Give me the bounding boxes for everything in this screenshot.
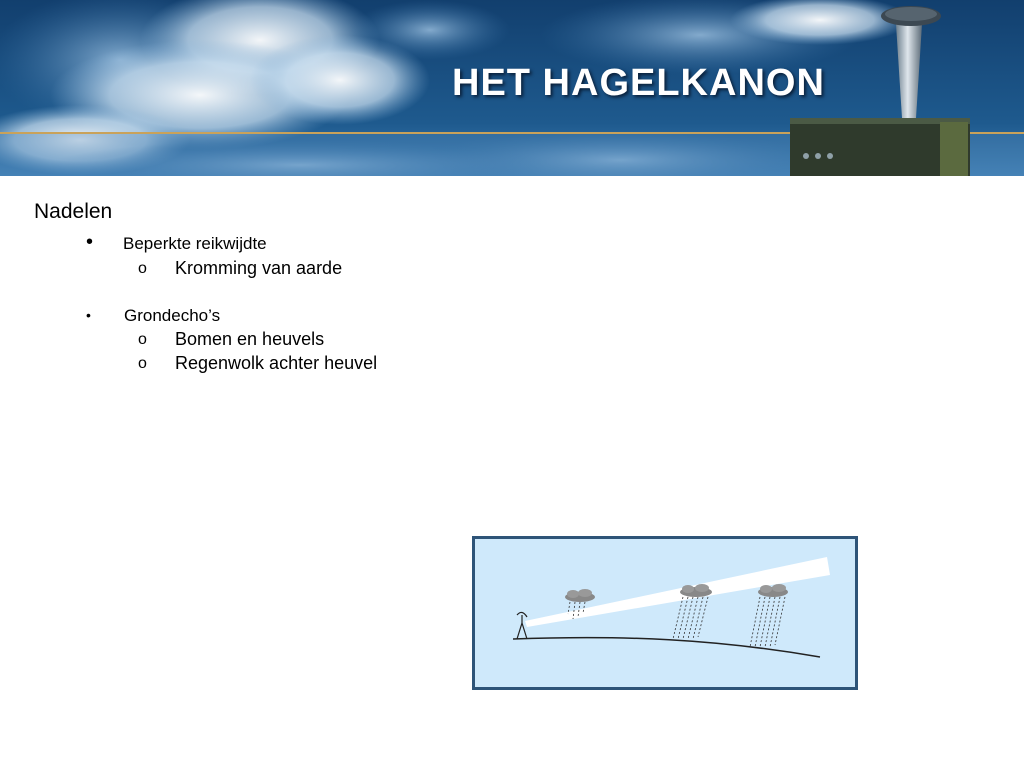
earth-curvature-line [513,638,820,657]
bullet-item [86,231,386,255]
sub-bullet-mark: o [138,331,147,348]
bullet-label: Grondecho’s [124,306,221,325]
bullet-item [86,305,386,329]
sub-item-label: Regenwolk achter heuvel [175,353,378,373]
sub-item [138,353,438,377]
rain-cloud-icon [750,584,788,647]
radar-beam-diagram [472,536,858,690]
sub-item-label: Bomen en heuvels [175,329,325,349]
radar-illustration [475,539,855,687]
bullet-label: Beperkte reikwijdte [123,234,267,253]
sub-item-label: Kromming van aarde [175,258,343,278]
radar-antenna-icon [517,612,527,639]
bullet-dot: • [86,307,91,323]
slide-title: HET HAGELKANON [452,62,825,104]
sub-bullet-mark: o [138,260,147,277]
sub-item [138,258,438,282]
sub-item [138,329,438,353]
bullet-dot: • [86,231,94,253]
sub-bullet-mark: o [138,355,147,372]
section-heading: Nadelen [34,200,113,223]
